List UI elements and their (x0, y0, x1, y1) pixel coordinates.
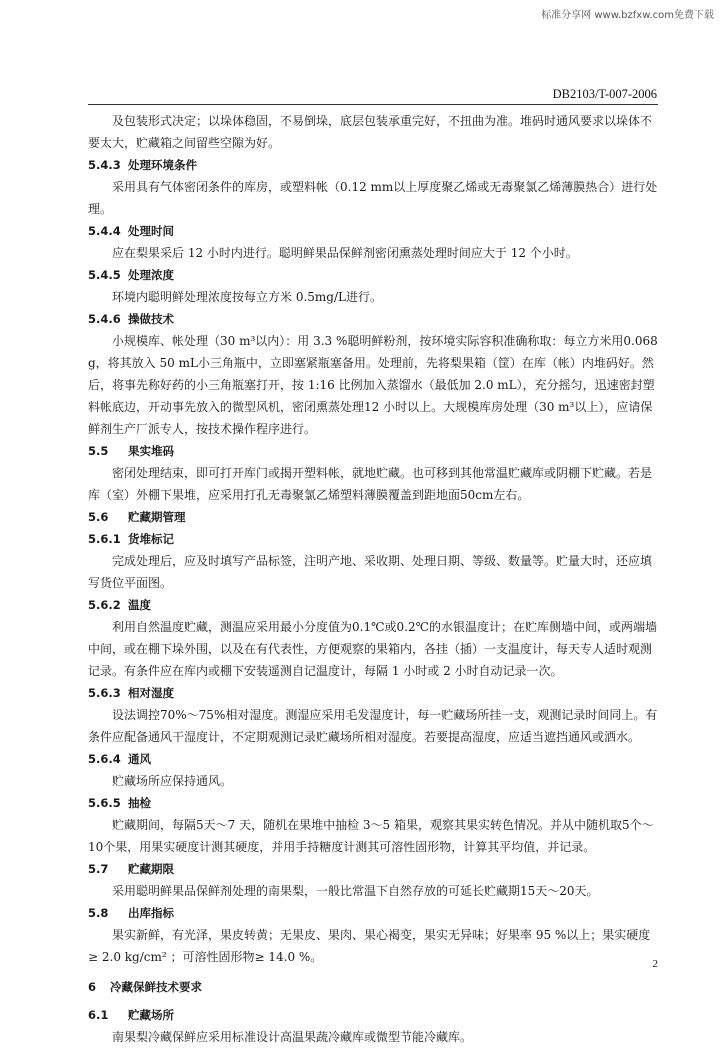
section-heading (88, 748, 660, 770)
section-title: 贮藏场所 (128, 1008, 174, 1022)
section-number: 5.5 (88, 444, 109, 458)
section-number: 6.1 (88, 1008, 109, 1022)
paragraph: 环境内聪明鲜处理浓度按每立方米 0.5mg/L进行。 (112, 290, 382, 304)
paragraph: 及包装形式决定；以垛体稳固，不易倒垛，底层包装承重完好，不扭曲为准。堆码时通风要求以垛体不要太大，贮藏箱之间留些空隙为好。 (88, 114, 653, 150)
page-number: 2 (652, 958, 658, 970)
section-number: 5.4.4 (88, 224, 121, 238)
section-title: 处理时间 (128, 224, 174, 238)
section-title: 通风 (128, 752, 151, 766)
section-title: 相对湿度 (128, 686, 174, 700)
section-number: 5.4.3 (88, 158, 121, 172)
paragraph: 利用自然温度贮藏，测温应采用最小分度值为0.1℃或0.2℃的水银温度计；在贮库侧墙中间，或两端墙中间，或在棚下垛外围，以及在有代表性，方便观察的果箱内，各挂（插）一支温度计，每天专人适时观测记录。有条件应在库内或棚下安装遥测自记温度计，每隔 1 小时或 2 小时自动记录一次。 (88, 620, 658, 678)
paragraph: 小规模库、帐处理（30 m³以内）：用 3.3 %聪明鲜粉剂，按环境实际容积准确称取：每立方米用0.068 g，将其放入 50 mL小三角瓶中，立即塞紧瓶塞备用。处理前，先将梨果箱（筐）在库（帐）内堆码好。然后，将事先称好药的小三角瓶塞打开，按 1:16 比例加入蒸馏水（最低加 2.0 mL），充分摇匀，迅速密封塑料帐底边，开动事先放入的微型风机，密闭熏蒸处理12 小时以上。大规模库房处理（30 m³以上），应请保鲜剂生产厂派专人，按技术操作程序进行。 (88, 334, 658, 436)
section-heading (88, 154, 660, 176)
section-number: 5.6.2 (88, 598, 121, 612)
section-number: 5.6.1 (88, 532, 121, 546)
section-heading (88, 858, 660, 880)
section-heading (88, 902, 660, 924)
watermark-text: 标准分享网 www.bzfxw.com免费下载 (541, 10, 714, 21)
section-number: 5.4.5 (88, 268, 121, 282)
document-code: DB2103/T-007-2006 (552, 87, 657, 101)
paragraph: 南果梨冷藏保鲜应采用标准设计高温果蔬冷藏库或微型节能冷藏库。 (112, 1030, 473, 1044)
chapter-heading (88, 976, 660, 998)
section-title: 果实堆码 (128, 444, 174, 458)
section-heading (88, 308, 660, 330)
section-heading (88, 506, 660, 528)
paragraph: 应在梨果采后 12 小时内进行。聪明鲜果品保鲜剂密闭熏蒸处理时间应大于 12 个小时。 (112, 246, 578, 260)
paragraph: 密闭处理结束，即可打开库门或揭开塑料帐，就地贮藏。也可移到其他常温贮藏库或阴棚下贮藏。若是库（室）外棚下果堆，应采用打孔无毒聚氯乙烯塑料薄膜覆盖到距地面50cm左右。 (88, 466, 653, 502)
section-title: 贮藏期限 (128, 862, 174, 876)
section-title: 贮藏期管理 (128, 510, 186, 524)
paragraph: 果实新鲜，有光泽，果皮转黄；无果皮、果肉、果心褐变，果实无异味；好果率 95 %以上；果实硬度≥ 2.0 kg/cm² ；可溶性固形物≥ 14.0 %。 (88, 928, 651, 964)
paragraph: 完成处理后，应及时填写产品标签，注明产地、采收期、处理日期、等级、数量等。贮量大时，还应填写货位平面图。 (88, 554, 653, 590)
paragraph: 贮藏场所应保持通风。 (112, 774, 233, 788)
section-title: 抽检 (128, 796, 151, 810)
header-divider (88, 104, 658, 105)
section-title: 出库指标 (128, 906, 174, 920)
section-number: 5.6.4 (88, 752, 121, 766)
paragraph: 设法调控70%～75%相对湿度。测湿应采用毛发湿度计，每一贮藏场所挂一支，观测记录时间同上。有条件应配备通风干湿度计，不定期观测记录贮藏场所相对湿度。若要提高湿度，应适当遮挡通风或洒水。 (88, 708, 658, 744)
section-heading (88, 220, 660, 242)
section-heading (88, 792, 660, 814)
document-body (88, 110, 660, 1048)
section-title: 温度 (128, 598, 151, 612)
section-number: 5.4.6 (88, 312, 121, 326)
section-number: 5.7 (88, 862, 109, 876)
section-number: 5.8 (88, 906, 109, 920)
section-heading (88, 440, 660, 462)
section-title: 处理浓度 (128, 268, 174, 282)
section-heading (88, 594, 660, 616)
paragraph: 采用聪明鲜果品保鲜剂处理的南果梨，一般比常温下自然存放的可延长贮藏期15天～20天。 (112, 884, 599, 898)
section-title: 货堆标记 (128, 532, 174, 546)
section-heading (88, 1004, 660, 1026)
section-title: 操做技术 (128, 312, 174, 326)
section-heading (88, 264, 660, 286)
section-number: 5.6 (88, 510, 109, 524)
section-title: 处理环境条件 (128, 158, 197, 172)
section-number: 5.6.3 (88, 686, 121, 700)
paragraph: 采用具有气体密闭条件的库房，或塑料帐（0.12 mm以上厚度聚乙烯或无毒聚氯乙烯薄膜热合）进行处理。 (88, 180, 658, 216)
paragraph: 贮藏期间，每隔5天～7 天，随机在果堆中抽检 3～5 箱果，观察其果实转色情况。并从中随机取5个～10个果，用果实硬度计测其硬度，并用手持糖度计测其可溶性固形物，计算其平均值，并记录。 (88, 818, 654, 854)
section-number: 6 (88, 980, 97, 994)
section-title: 冷藏保鲜技术要求 (110, 980, 202, 994)
section-heading (88, 528, 660, 550)
section-heading (88, 682, 660, 704)
section-number: 5.6.5 (88, 796, 121, 810)
